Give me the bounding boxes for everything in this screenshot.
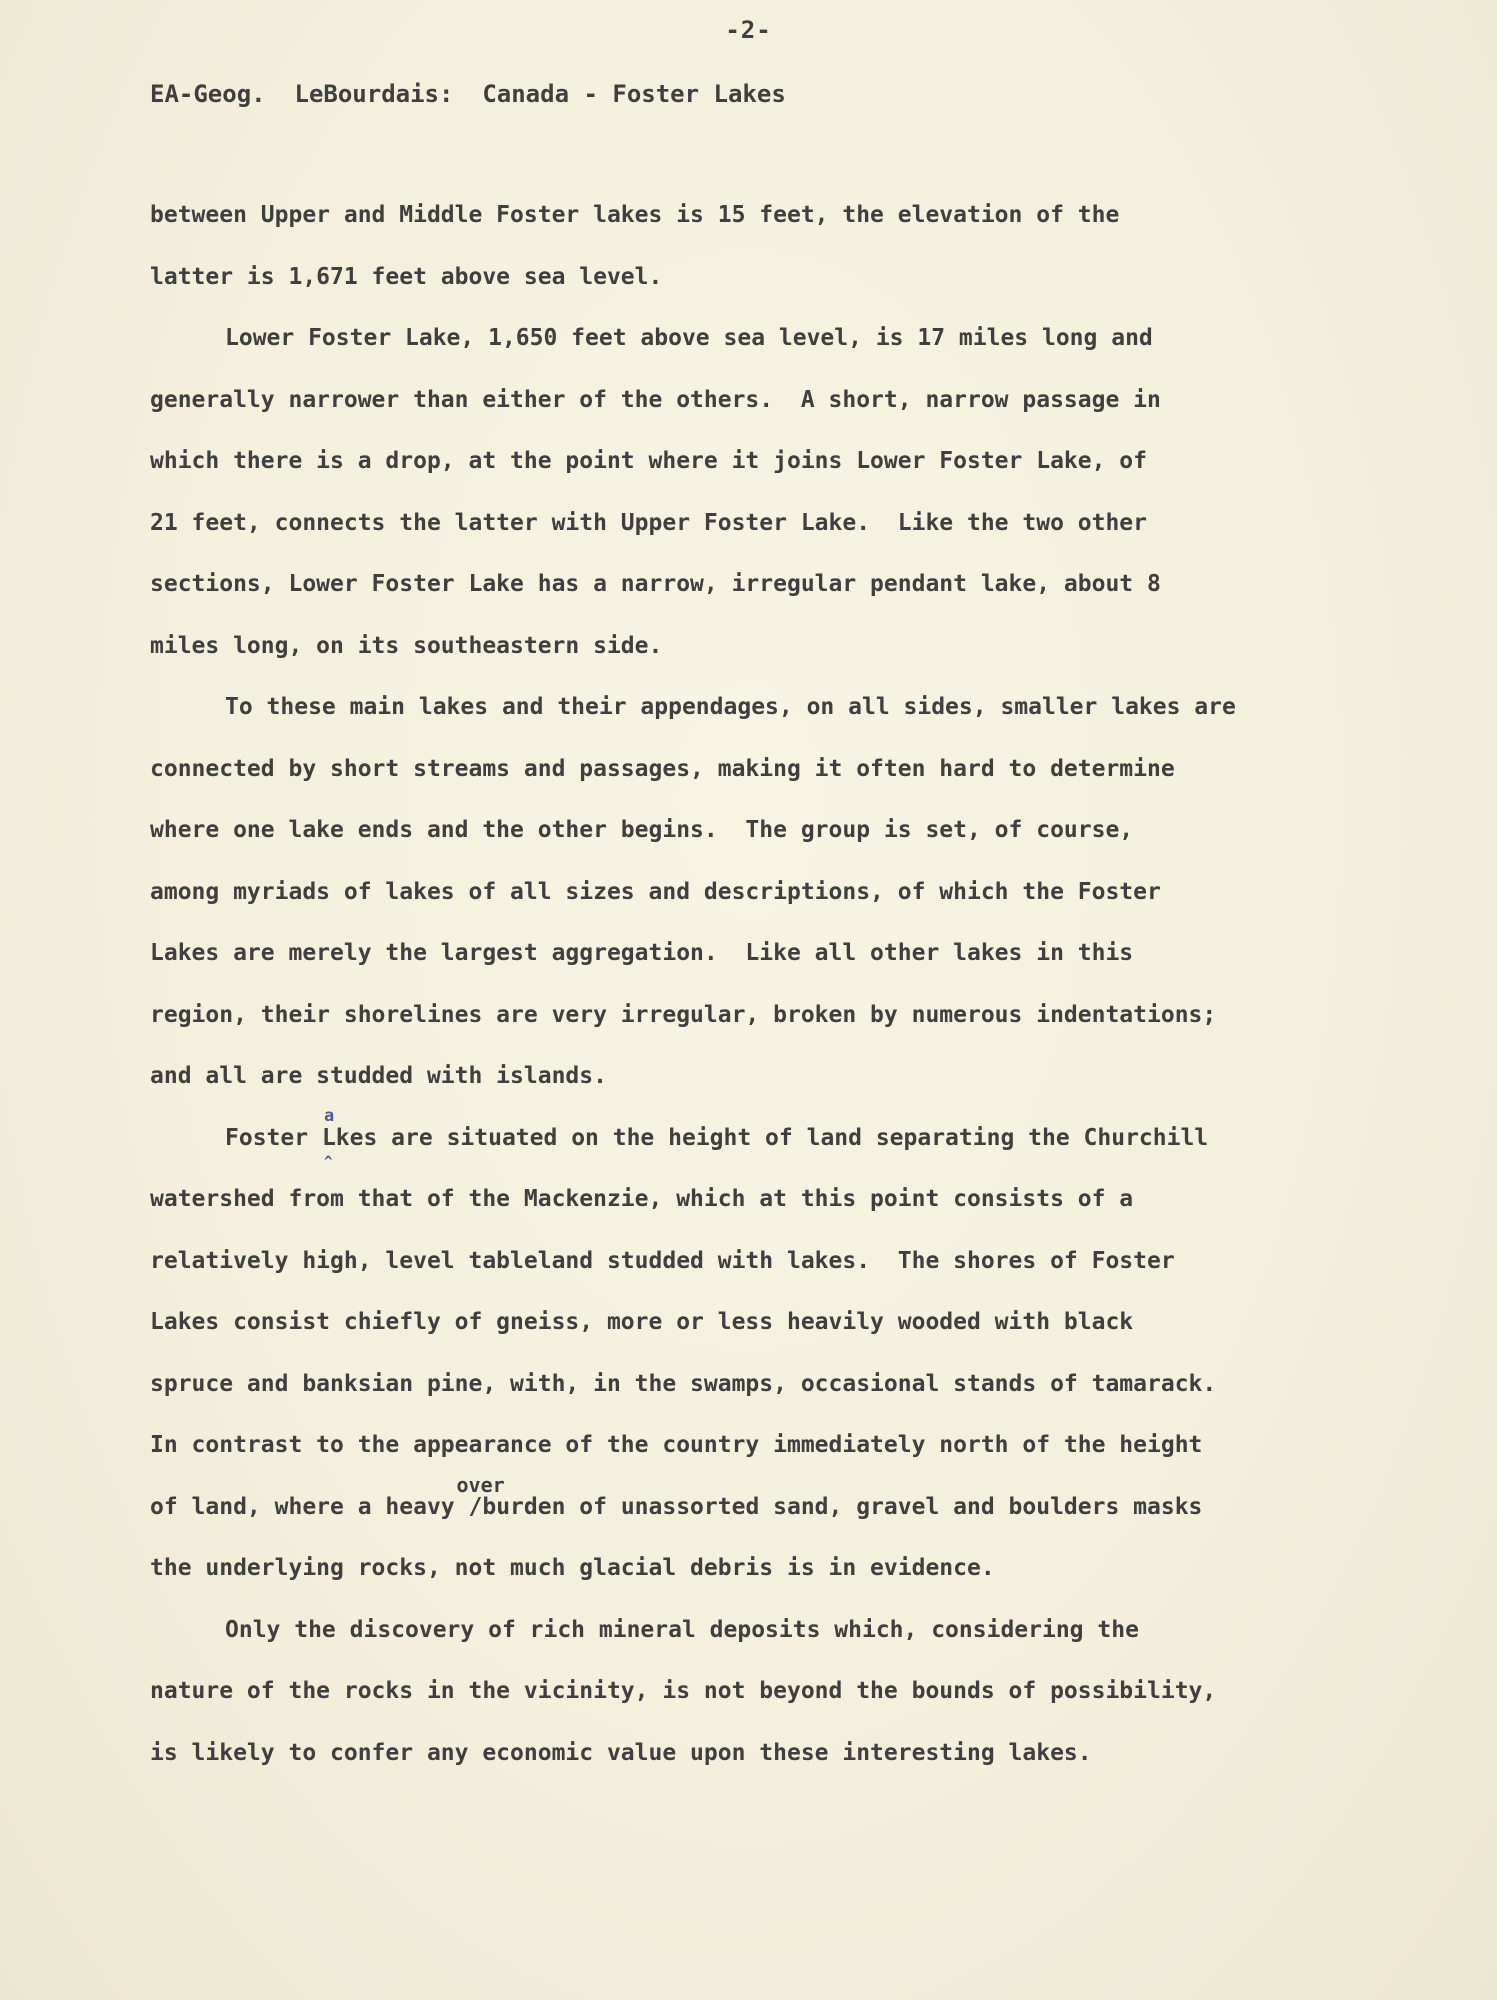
text-line: Lakes are merely the largest aggregation. Like all other lakes in this xyxy=(150,940,1134,966)
text-line: watershed from that of the Mackenzie, which at this point consists of a xyxy=(150,1186,1134,1212)
text-fragment: are situated on the height of land separating the Churchill xyxy=(377,1124,1209,1151)
inserted-letter: a xyxy=(323,1105,335,1126)
inserted-word: over xyxy=(456,1472,505,1497)
text-line: connected by short streams and passages, making it often hard to determine xyxy=(150,755,1175,782)
caret-mark: ^ xyxy=(323,1153,333,1170)
text-line: spruce and banksian pine, with, in the swamps, occasional stands of tamarack. xyxy=(150,1370,1217,1397)
text-line: miles long, on its southeastern side. xyxy=(150,632,663,659)
text-fragment: of land, where a heavy xyxy=(150,1493,469,1520)
text-line: among myriads of lakes of all sizes and descriptions, of which the Foster xyxy=(150,878,1161,905)
text-line: region, their shorelines are very irregular, broken by numerous indentations; xyxy=(150,1001,1217,1028)
text-fragment: Foster xyxy=(225,1124,322,1151)
text-line: is likely to confer any economic value upon these interesting lakes. xyxy=(150,1739,1092,1766)
text-line: In contrast to the appearance of the country immediately north of the height xyxy=(150,1432,1203,1458)
text-line: between Upper and Middle Foster lakes is 15 feet, the elevation of the xyxy=(150,202,1120,228)
text-line: Only the discovery of rich mineral deposits which, considering the xyxy=(225,1616,1139,1643)
text-line: and all are studded with islands. xyxy=(150,1063,607,1089)
text-line: relatively high, level tableland studded with lakes. The shores of Foster xyxy=(150,1247,1175,1274)
text-line: the underlying rocks, not much glacial debris is in evidence. xyxy=(150,1555,995,1581)
handwritten-insertion xyxy=(321,1105,378,1170)
text-line: where one lake ends and the other begins. The group is set, of course, xyxy=(150,817,1134,843)
page-number: -2- xyxy=(725,16,772,44)
text-line: nature of the rocks in the vicinity, is not beyond the bounds of possibility, xyxy=(150,1678,1217,1704)
text-line: sections, Lower Foster Lake has a narrow, irregular pendant lake, about 8 xyxy=(150,571,1161,597)
document-body xyxy=(150,195,1360,1794)
text-fragment: of unassorted sand, gravel and boulders masks xyxy=(565,1493,1203,1520)
text-line: latter is 1,671 feet above sea level. xyxy=(150,263,663,290)
text-line: which there is a drop, at the point where it joins Lower Foster Lake, of xyxy=(150,448,1147,474)
typed-insertion xyxy=(456,1472,566,1527)
text-line xyxy=(150,1472,1360,1549)
text-line: Lakes consist chiefly of gneiss, more or less heavily wooded with black xyxy=(150,1309,1134,1335)
text-fragment: Lkes xyxy=(321,1124,378,1151)
text-line xyxy=(150,1105,1360,1180)
text-line: Lower Foster Lake, 1,650 feet above sea level, is 17 miles long and xyxy=(225,325,1153,351)
text-line: generally narrower than either of the others. A short, narrow passage in xyxy=(150,386,1161,413)
text-fragment: /burden xyxy=(468,1493,566,1520)
document-header: EA-Geog. LeBourdais: Canada - Foster Lakes xyxy=(150,80,786,108)
text-line: To these main lakes and their appendages, on all sides, smaller lakes are xyxy=(225,694,1236,720)
text-line: 21 feet, connects the latter with Upper Foster Lake. Like the two other xyxy=(150,509,1147,536)
